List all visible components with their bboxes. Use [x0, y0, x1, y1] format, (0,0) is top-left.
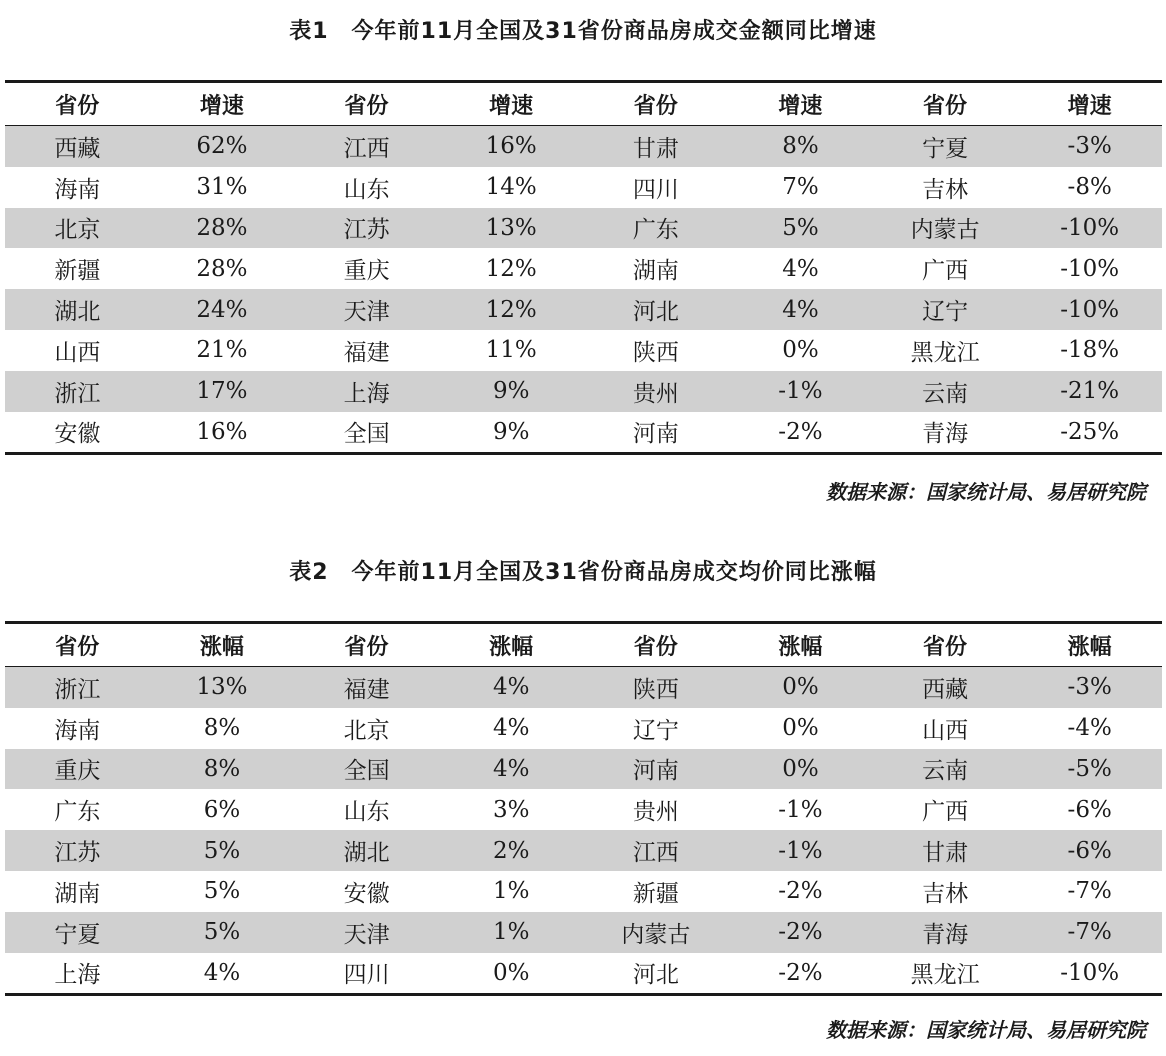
value-cell: -7%	[1067, 919, 1112, 946]
value-cell: -2%	[778, 878, 823, 905]
value-cell: 13%	[196, 674, 248, 701]
value-cell: -3%	[1067, 133, 1112, 160]
province-cell: 江西	[343, 135, 390, 162]
province-cell: 安徽	[54, 421, 101, 448]
province-cell: 广西	[922, 799, 969, 826]
value-cell: 4%	[492, 715, 530, 742]
province-cell: 福建	[343, 676, 390, 703]
province-cell: 山东	[343, 799, 390, 826]
province-cell: 山西	[922, 717, 969, 744]
province-cell: 黑龙江	[910, 962, 980, 989]
province-cell: 西藏	[54, 135, 101, 162]
header-cell: 省份	[344, 634, 389, 660]
value-cell: -25%	[1060, 418, 1120, 445]
table-row	[5, 749, 1162, 790]
value-cell: 8%	[203, 715, 241, 742]
value-cell: 2%	[492, 837, 530, 864]
province-cell: 天津	[343, 299, 390, 326]
value-cell: 17%	[196, 378, 248, 405]
value-cell: 9%	[492, 378, 530, 405]
value-cell: -1%	[778, 796, 823, 823]
header-cell: 增速	[199, 93, 244, 119]
table1	[5, 80, 1162, 455]
value-cell: 16%	[196, 418, 248, 445]
value-cell: 21%	[196, 337, 248, 364]
table-row	[5, 208, 1162, 249]
value-cell: -6%	[1067, 796, 1112, 823]
value-cell: 14%	[485, 174, 537, 201]
value-cell: -2%	[778, 418, 823, 445]
header-cell: 省份	[55, 93, 100, 119]
value-cell: 4%	[492, 755, 530, 782]
province-cell: 湖北	[54, 299, 101, 326]
province-cell: 甘肃	[922, 840, 969, 867]
value-cell: 5%	[203, 837, 241, 864]
value-cell: 5%	[203, 878, 241, 905]
value-cell: 7%	[782, 174, 819, 201]
value-cell: -1%	[778, 837, 823, 864]
province-cell: 全国	[343, 421, 390, 448]
value-cell: 4%	[782, 296, 819, 323]
table-row	[5, 412, 1162, 453]
value-cell: -8%	[1067, 174, 1112, 201]
table-row	[5, 330, 1162, 371]
province-cell: 内蒙古	[910, 217, 980, 244]
province-cell: 四川	[343, 962, 390, 989]
province-cell: 全国	[343, 758, 390, 785]
value-cell: -1%	[778, 378, 823, 405]
province-cell: 辽宁	[922, 299, 969, 326]
province-cell: 宁夏	[922, 135, 969, 162]
header-cell: 省份	[633, 634, 678, 660]
province-cell: 陕西	[632, 676, 679, 703]
table-row	[5, 789, 1162, 830]
province-cell: 广西	[922, 258, 969, 285]
value-cell: 24%	[196, 296, 248, 323]
value-cell: 8%	[782, 133, 819, 160]
header-cell: 增速	[1067, 93, 1112, 119]
table-row	[5, 126, 1162, 167]
header-cell: 涨幅	[199, 634, 244, 660]
value-cell: 12%	[485, 296, 537, 323]
value-cell: 0%	[782, 674, 819, 701]
value-cell: 4%	[782, 255, 819, 282]
value-cell: -4%	[1067, 715, 1112, 742]
header-row	[5, 83, 1162, 126]
value-cell: -10%	[1060, 959, 1120, 986]
province-cell: 重庆	[54, 758, 101, 785]
value-cell: -6%	[1067, 837, 1112, 864]
header-cell: 涨幅	[778, 634, 823, 660]
province-cell: 江苏	[54, 840, 101, 867]
value-cell: -5%	[1067, 755, 1112, 782]
province-cell: 辽宁	[632, 717, 679, 744]
province-cell: 浙江	[54, 380, 101, 407]
table2	[5, 621, 1162, 996]
header-cell: 增速	[778, 93, 823, 119]
province-cell: 河北	[632, 962, 679, 989]
value-cell: 1%	[492, 919, 530, 946]
table-row	[5, 830, 1162, 871]
table-row	[5, 248, 1162, 289]
province-cell: 新疆	[54, 258, 101, 285]
province-cell: 天津	[343, 921, 390, 948]
province-cell: 青海	[922, 421, 969, 448]
table2-title: 表2 今年前11月全国及31省份商品房成交均价同比涨幅	[289, 560, 877, 585]
value-cell: 13%	[485, 214, 537, 241]
value-cell: 11%	[485, 337, 537, 364]
province-cell: 四川	[632, 176, 679, 203]
province-cell: 北京	[54, 217, 101, 244]
province-cell: 湖南	[54, 880, 101, 907]
province-cell: 山西	[54, 339, 101, 366]
value-cell: -2%	[778, 959, 823, 986]
province-cell: 重庆	[343, 258, 390, 285]
province-cell: 安徽	[343, 880, 390, 907]
province-cell: 贵州	[632, 799, 679, 826]
header-row	[5, 624, 1162, 667]
value-cell: 5%	[782, 214, 819, 241]
table-row	[5, 871, 1162, 912]
value-cell: 1%	[492, 878, 530, 905]
value-cell: -3%	[1067, 674, 1112, 701]
value-cell: 16%	[485, 133, 537, 160]
table2-source: 数据来源：国家统计局、易居研究院	[826, 1018, 1146, 1042]
province-cell: 江西	[632, 840, 679, 867]
province-cell: 云南	[922, 758, 969, 785]
value-cell: -7%	[1067, 878, 1112, 905]
value-cell: 31%	[196, 174, 248, 201]
value-cell: -18%	[1060, 337, 1120, 364]
header-cell: 省份	[344, 93, 389, 119]
table-row	[5, 289, 1162, 330]
province-cell: 河南	[632, 758, 679, 785]
province-cell: 新疆	[632, 880, 679, 907]
value-cell: 4%	[492, 674, 530, 701]
province-cell: 吉林	[922, 880, 969, 907]
value-cell: 12%	[485, 255, 537, 282]
province-cell: 福建	[343, 339, 390, 366]
province-cell: 广东	[632, 217, 679, 244]
province-cell: 湖南	[632, 258, 679, 285]
value-cell: 9%	[492, 418, 530, 445]
value-cell: 28%	[196, 214, 248, 241]
table-row	[5, 167, 1162, 208]
value-cell: -21%	[1060, 378, 1120, 405]
table1-source: 数据来源：国家统计局、易居研究院	[826, 480, 1146, 504]
value-cell: 62%	[196, 133, 248, 160]
province-cell: 陕西	[632, 339, 679, 366]
table-row	[5, 371, 1162, 412]
table-row	[5, 667, 1162, 708]
value-cell: 28%	[196, 255, 248, 282]
value-cell: 5%	[203, 919, 241, 946]
table-row	[5, 708, 1162, 749]
value-cell: 0%	[782, 755, 819, 782]
value-cell: -2%	[778, 919, 823, 946]
header-cell: 省份	[923, 634, 968, 660]
province-cell: 吉林	[922, 176, 969, 203]
header-cell: 涨幅	[489, 634, 534, 660]
province-cell: 河南	[632, 421, 679, 448]
value-cell: -10%	[1060, 255, 1120, 282]
province-cell: 浙江	[54, 676, 101, 703]
province-cell: 江苏	[343, 217, 390, 244]
value-cell: 4%	[203, 959, 241, 986]
province-cell: 内蒙古	[621, 921, 691, 948]
province-cell: 西藏	[922, 676, 969, 703]
header-cell: 增速	[489, 93, 534, 119]
header-cell: 省份	[55, 634, 100, 660]
province-cell: 贵州	[632, 380, 679, 407]
header-cell: 涨幅	[1067, 634, 1112, 660]
value-cell: 0%	[782, 337, 819, 364]
province-cell: 黑龙江	[910, 339, 980, 366]
value-cell: 0%	[782, 715, 819, 742]
province-cell: 广东	[54, 799, 101, 826]
province-cell: 上海	[54, 962, 101, 989]
header-cell: 省份	[923, 93, 968, 119]
province-cell: 湖北	[343, 840, 390, 867]
province-cell: 上海	[343, 380, 390, 407]
province-cell: 河北	[632, 299, 679, 326]
province-cell: 海南	[54, 717, 101, 744]
header-cell: 省份	[633, 93, 678, 119]
province-cell: 云南	[922, 380, 969, 407]
value-cell: -10%	[1060, 214, 1120, 241]
value-cell: 8%	[203, 755, 241, 782]
table1-title: 表1 今年前11月全国及31省份商品房成交金额同比增速	[289, 19, 877, 44]
province-cell: 青海	[922, 921, 969, 948]
table-row	[5, 953, 1162, 994]
value-cell: -10%	[1060, 296, 1120, 323]
province-cell: 甘肃	[632, 135, 679, 162]
province-cell: 海南	[54, 176, 101, 203]
value-cell: 0%	[492, 959, 530, 986]
province-cell: 山东	[343, 176, 390, 203]
province-cell: 宁夏	[54, 921, 101, 948]
table-row	[5, 912, 1162, 953]
value-cell: 3%	[492, 796, 530, 823]
province-cell: 北京	[343, 717, 390, 744]
value-cell: 6%	[203, 796, 241, 823]
